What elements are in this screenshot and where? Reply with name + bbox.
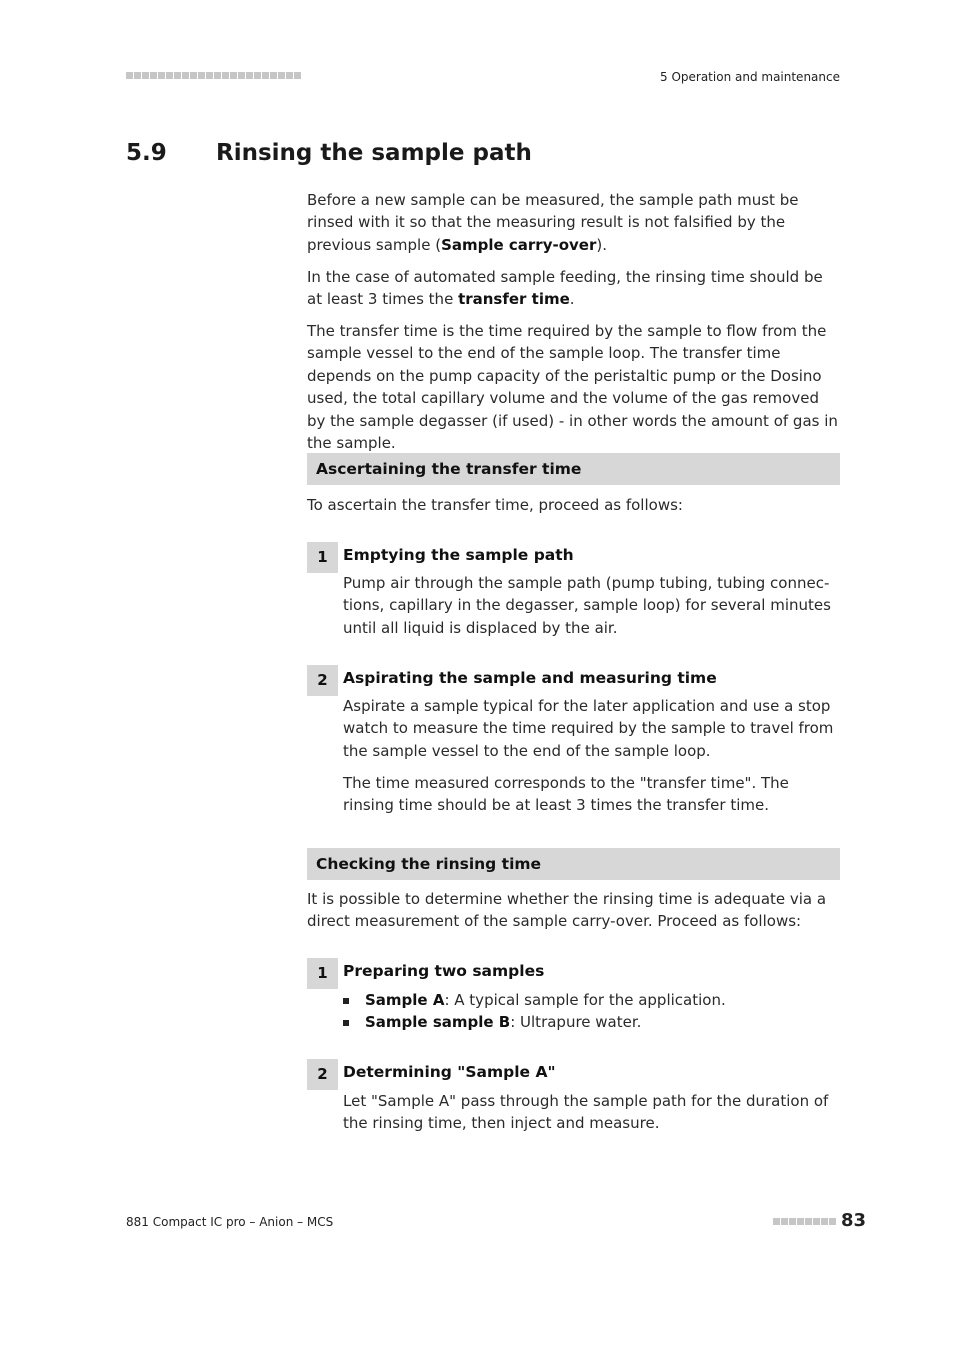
step-title: Aspirating the sample and measuring time	[343, 669, 717, 687]
decorative-square	[134, 72, 141, 79]
page-number: 83	[840, 1210, 866, 1231]
decorative-square	[294, 72, 301, 79]
bullet-icon	[343, 1020, 349, 1026]
decorative-square	[142, 72, 149, 79]
bullet-list	[343, 989, 840, 1034]
decorative-square	[126, 72, 133, 79]
step-title: Preparing two samples	[343, 962, 545, 980]
step-number: 2	[307, 665, 338, 696]
decorative-square	[813, 1218, 820, 1225]
chapter-title: 5 Operation and maintenance	[660, 70, 840, 84]
decorative-square	[158, 72, 165, 79]
step-body: Pump air through the sample path (pump tubing, tubing connections, capillary in the degasser, sample loop) for several minutes until all liquid is displaced by the air.	[343, 574, 831, 637]
decorative-square	[270, 72, 277, 79]
decorative-square	[150, 72, 157, 79]
decorative-square	[222, 72, 229, 79]
decorative-square	[797, 1218, 804, 1225]
decorative-square	[286, 72, 293, 79]
section-heading	[126, 140, 532, 166]
decorative-square	[206, 72, 213, 79]
decorative-square	[781, 1218, 788, 1225]
decorative-square	[246, 72, 253, 79]
section-number: 5.9	[126, 140, 167, 166]
decorative-square	[254, 72, 261, 79]
list-item: Sample sample B: Ultrapure water.	[343, 1011, 840, 1033]
checking-lead: It is possible to determine whether the rinsing time is adequate via a direct measurement of the sample carry-over. Proceed as follows:	[307, 890, 827, 931]
step-title: Determining "Sample A"	[343, 1063, 556, 1081]
decorative-square	[198, 72, 205, 79]
decorative-square	[214, 72, 221, 79]
decorative-square	[166, 72, 173, 79]
step-number: 1	[307, 958, 338, 989]
decorative-square	[182, 72, 189, 79]
intro-paragraph-1: Before a new sample can be measured, the sample path must be rinsed with it so that the measuring result is not falsified by the previous sample (Sample carry-over).	[307, 191, 799, 254]
subheading-ascertaining: Ascertaining the transfer time	[307, 453, 840, 485]
decorative-square	[190, 72, 197, 79]
header-decoration	[126, 72, 301, 79]
decorative-square	[773, 1218, 780, 1225]
decorative-square	[789, 1218, 796, 1225]
step-body-note: The time measured corresponds to the "transfer time". The rinsing time should be at least 3 times the transfer time.	[343, 774, 789, 815]
decorative-square	[829, 1218, 836, 1225]
intro-paragraph-2: In the case of automated sample feeding, the rinsing time should be at least 3 times the transfer time.	[307, 268, 823, 309]
decorative-square	[238, 72, 245, 79]
list-item: Sample A: A typical sample for the application.	[343, 989, 840, 1011]
step-body: Aspirate a sample typical for the later application and use a stop watch to measure the time required by the sample to travel from the sample vessel to the end of the sample loop.	[343, 697, 834, 760]
decorative-square	[821, 1218, 828, 1225]
decorative-square	[262, 72, 269, 79]
decorative-square	[230, 72, 237, 79]
footer-product: 881 Compact IC pro – Anion – MCS	[126, 1215, 334, 1229]
subheading-checking: Checking the rinsing time	[307, 848, 840, 880]
section-title: Rinsing the sample path	[216, 140, 532, 166]
decorative-square	[278, 72, 285, 79]
intro-paragraph-3: The transfer time is the time required by the sample to flow from the sample vessel to the end of the sample loop. The transfer time depends on the pump capacity of the peristaltic pump or the Dosino used, the total capillary volume and the volume of the gas removed by the sample degasser (if used) - in other words the amount of gas in the sample.	[307, 322, 838, 453]
footer-decoration	[773, 1218, 836, 1225]
step-number: 2	[307, 1059, 338, 1090]
bullet-icon	[343, 998, 349, 1004]
step-body: Let "Sample A" pass through the sample path for the duration of the rinsing time, then inject and measure.	[343, 1092, 829, 1133]
decorative-square	[174, 72, 181, 79]
ascertaining-lead: To ascertain the transfer time, proceed as follows:	[307, 496, 683, 514]
step-title: Emptying the sample path	[343, 546, 574, 564]
step-number: 1	[307, 542, 338, 573]
decorative-square	[805, 1218, 812, 1225]
